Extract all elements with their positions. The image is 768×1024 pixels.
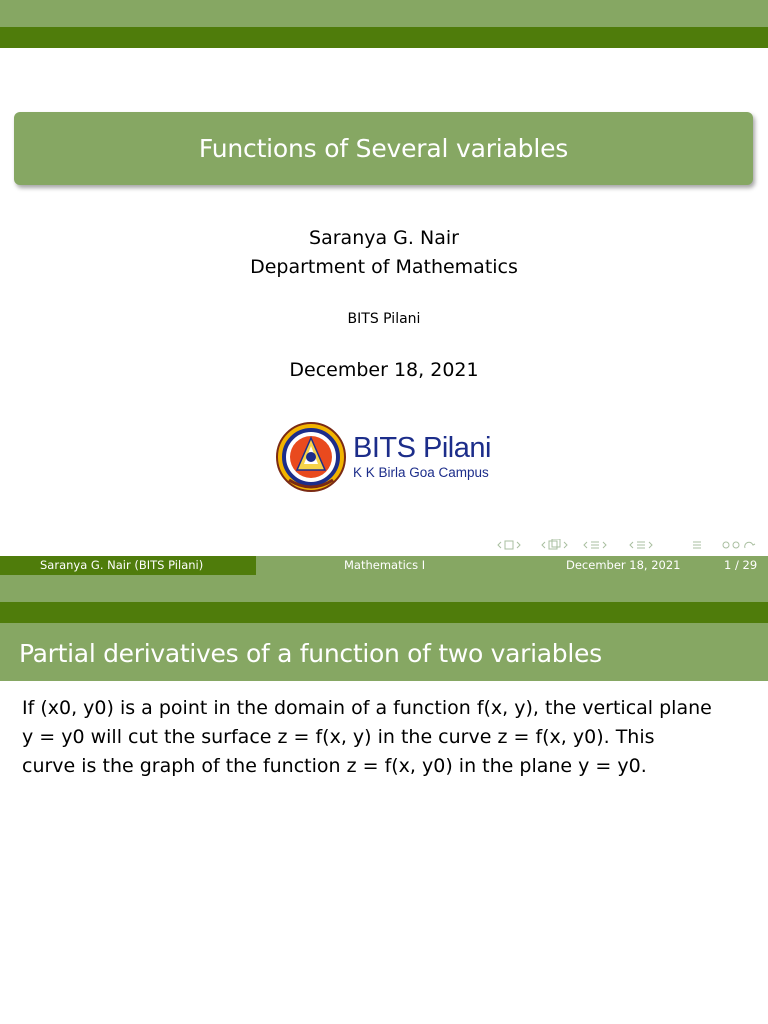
- header-band-dark: [0, 27, 768, 48]
- footer-date: December 18, 2021: [566, 558, 681, 572]
- title-box: [14, 112, 753, 185]
- institute: BITS Pilani: [347, 311, 421, 327]
- logo-name: BITS Pilani: [353, 432, 491, 464]
- slide2-header-band-dark: [0, 602, 768, 623]
- bits-emblem-icon: [275, 420, 347, 495]
- math-plane-2: y = y0: [578, 755, 641, 777]
- footer-course: Mathematics I: [344, 558, 426, 572]
- math-surface: z = f(x, y): [277, 726, 372, 748]
- header-band-light: [0, 0, 768, 27]
- definition-paragraph: If (x0, y0) is a point in the domain of a function f(x, y), the vertical plane y = y0 will cut the surface z = f(x, y) in the curve z = f(x, y0). This curve is the graph of the function z = f(x, y0) in the plane y = y0.: [22, 697, 712, 777]
- frame-title-bar: [0, 623, 768, 681]
- math-plane: y = y0: [22, 726, 85, 748]
- slide2-header-band-light: [0, 575, 768, 602]
- footer-author: Saranya G. Nair (BITS Pilani): [40, 558, 204, 572]
- math-point: (x0, y0): [40, 697, 114, 719]
- beamer-navigation-icons[interactable]: [497, 539, 762, 551]
- math-curve: z = f(x, y0): [497, 726, 604, 748]
- author-name: Saranya G. Nair: [309, 227, 459, 249]
- frame-title: Partial derivatives of a function of two variables: [19, 639, 602, 668]
- slide-footer: [0, 556, 768, 575]
- math-function: f(x, y): [476, 697, 533, 719]
- footer-page-number: 1 / 29: [724, 558, 758, 572]
- math-curve-function: z = f(x, y0): [346, 755, 453, 777]
- presentation-title: Functions of Several variables: [198, 134, 569, 163]
- logo-campus: K K Birla Goa Campus: [353, 465, 489, 480]
- department: Department of Mathematics: [250, 256, 518, 278]
- presentation-date: December 18, 2021: [289, 359, 479, 381]
- bits-pilani-logo: [275, 420, 495, 495]
